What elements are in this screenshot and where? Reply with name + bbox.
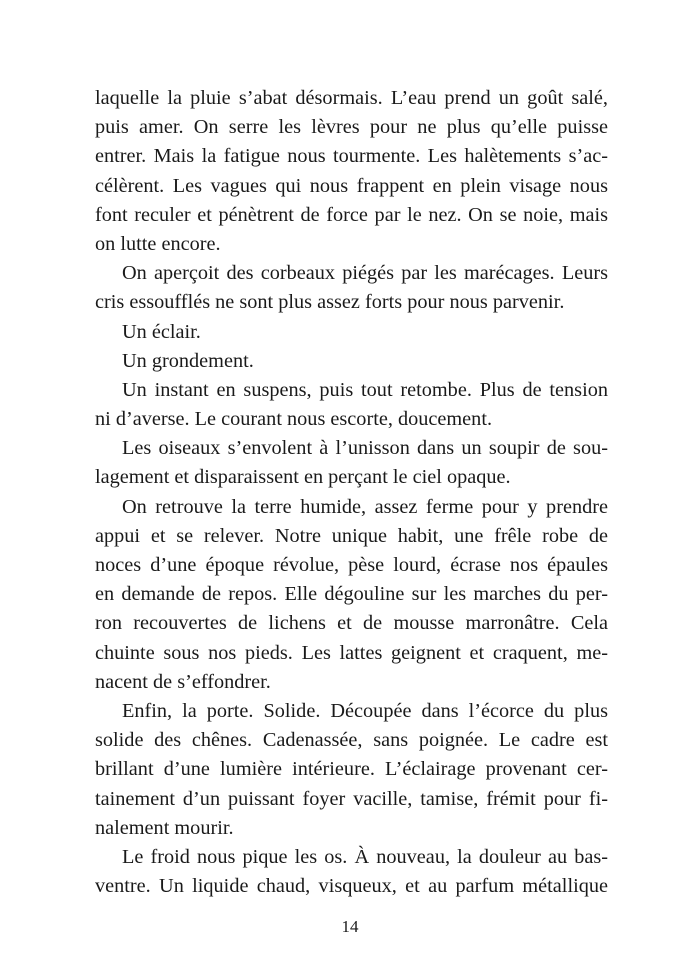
text-line: Les oiseaux s’envolent à l’unisson dans un soupir de sou- (122, 437, 608, 460)
text-line: Un éclair. (122, 320, 201, 343)
text-line: tainement d’un puissant foyer vacille, tamise, frémit pour fi- (95, 787, 608, 810)
text-line: ron recouvertes de lichens et de mousse marronâtre. Cela (95, 612, 608, 635)
text-line: On aperçoit des corbeaux piégés par les marécages. Leurs (122, 262, 608, 285)
text-line: chuinte sous nos pieds. Les lattes geignent et craquent, me- (95, 641, 608, 664)
text-line: noces d’une époque révolue, pèse lourd, écrase nos épaules (95, 554, 608, 576)
text-line: solide des chênes. Cadenassée, sans poignée. Le cadre est (95, 729, 608, 752)
text-line: lagement et disparaissent en perçant le ciel opaque. (95, 466, 511, 489)
text-line: célèrent. Les vagues qui nous frappent en plein visage nous (95, 174, 608, 197)
text-line: ni d’averse. Le courant nous escorte, doucement. (95, 408, 493, 431)
text-line: nacent de s’effondrer. (95, 670, 271, 693)
text-line: en demande de repos. Elle dégouline sur les marches du per- (95, 583, 608, 606)
text-line: nalement mourir. (95, 816, 234, 839)
text-line: ventre. Un liquide chaud, visqueux, et au parfum métallique (95, 875, 608, 898)
text-line: appui et se relever. Notre unique habit, une frêle robe de (95, 524, 608, 547)
text-line: laquelle la pluie s’abat désormais. L’eau prend un goût salé, (95, 87, 608, 109)
page-number: 14 (341, 917, 359, 936)
body-text (95, 84, 608, 901)
text-line: Un grondement. (122, 349, 254, 372)
text-line: On retrouve la terre humide, assez ferme pour y prendre (122, 495, 608, 518)
text-line: Enfin, la porte. Solide. Découpée dans l’écorce du plus (122, 699, 608, 722)
text-line: entrer. Mais la fatigue nous tourmente. Les halètements s’ac- (95, 145, 608, 168)
text-line: Le froid nous pique les os. À nouveau, la douleur au bas- (122, 845, 608, 868)
text-line: puis amer. On serre les lèvres pour ne plus qu’elle puisse (95, 116, 608, 139)
text-line: brillant d’une lumière intérieure. L’éclairage provenant cer- (95, 758, 608, 781)
text-line: cris essoufflés ne sont plus assez forts pour nous parvenir. (95, 291, 565, 314)
text-line: font reculer et pénètrent de force par le nez. On se noie, mais (95, 203, 608, 226)
text-line: on lutte encore. (95, 232, 221, 255)
text-line: Un instant en suspens, puis tout retombe. Plus de tension (122, 378, 608, 401)
